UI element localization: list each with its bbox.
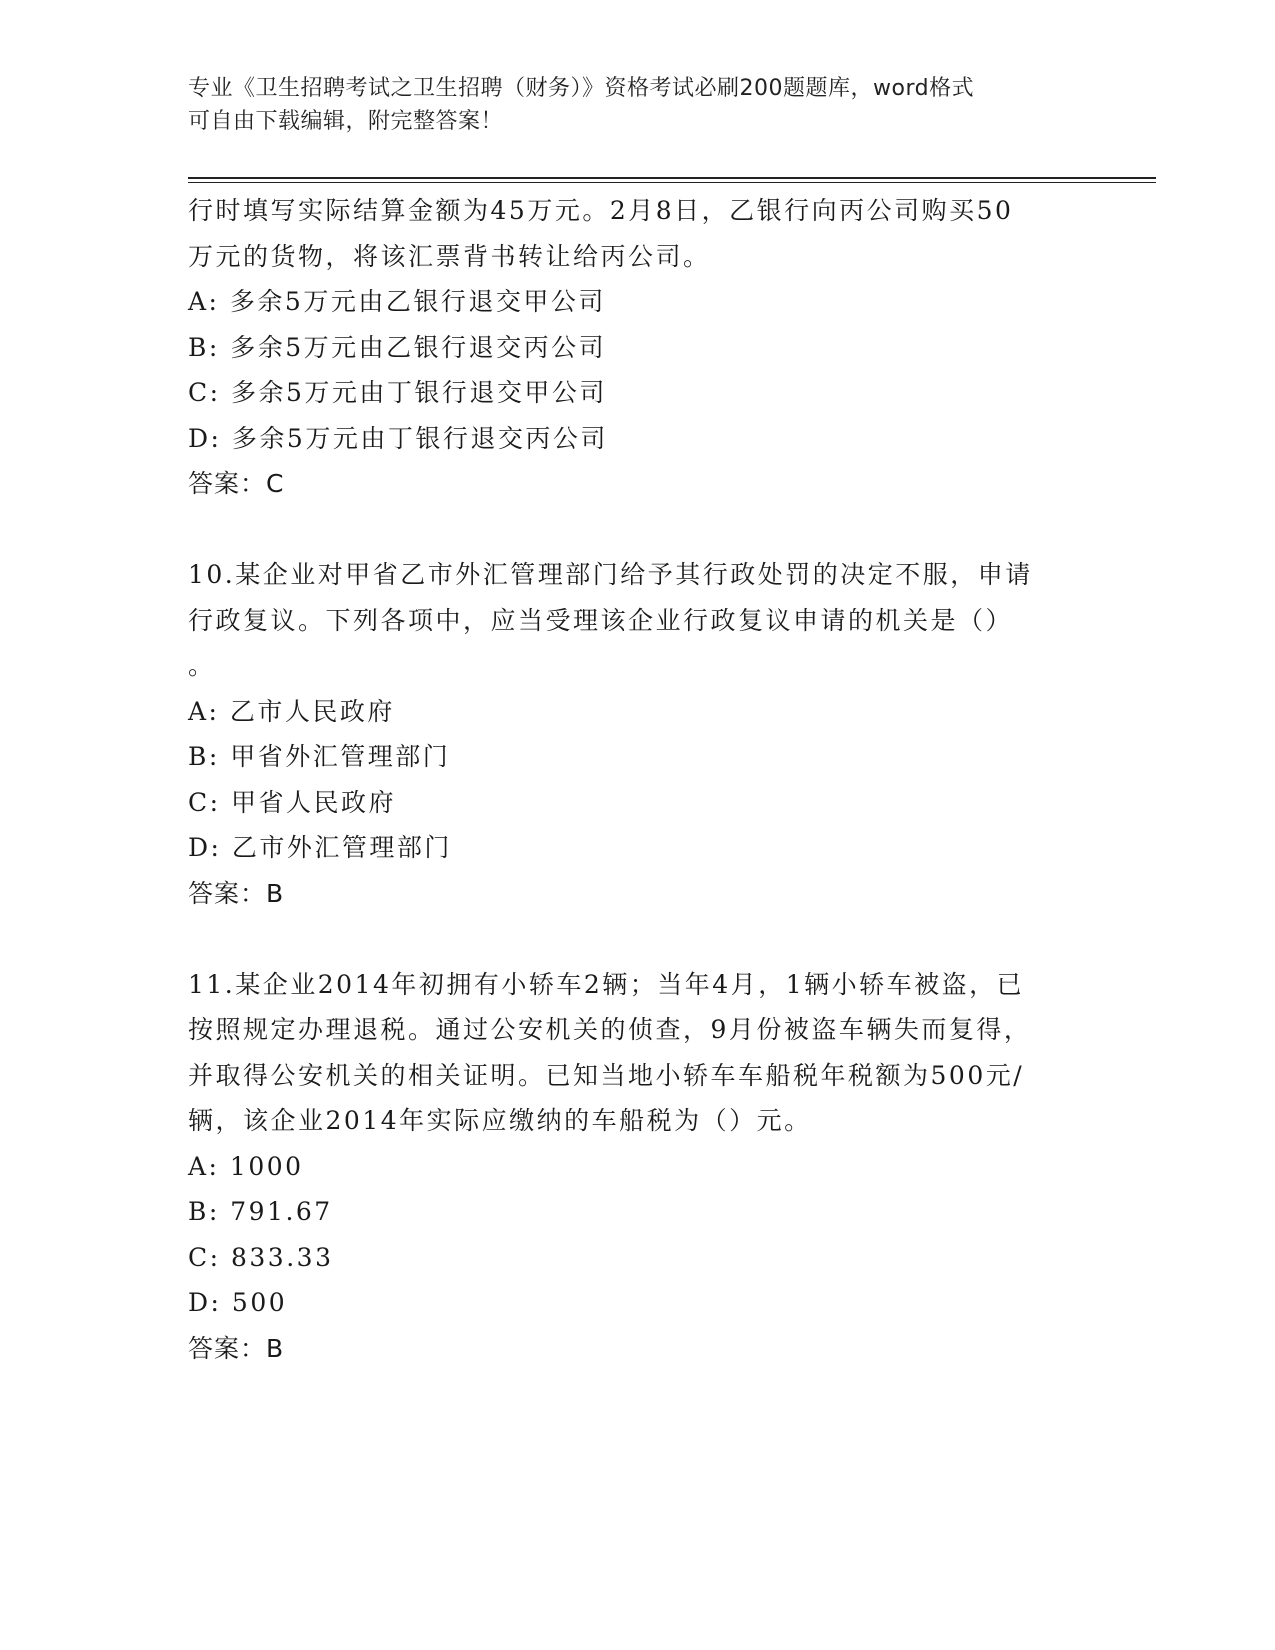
question-11-stem-line: 辆，该企业2014年实际应缴纳的车船税为（）元。: [188, 1106, 812, 1135]
question-10-stem-line: 。: [188, 651, 216, 680]
question-spacer: [188, 916, 1078, 962]
question-9-stem-line: 行时填写实际结算金额为45万元。2月8日，乙银行向丙公司购买50: [188, 196, 1014, 225]
question-11-option-d: D: 500: [188, 1288, 288, 1317]
question-11-option-a: A: 1000: [188, 1151, 304, 1181]
header-divider-thick: [188, 177, 1156, 179]
question-10-option-c: C: 甲省人民政府: [188, 787, 396, 817]
header-title-line-1: 专业《卫生招聘考试之卫生招聘（财务）》资格考试必刷200题题库，word格式: [188, 76, 975, 101]
question-11-option-c: C: 833.33: [188, 1242, 334, 1272]
document-header: [188, 72, 1088, 138]
question-11-block: [188, 962, 1078, 1372]
question-10-block: [188, 552, 1078, 916]
question-10-answer: 答案：B: [188, 878, 285, 908]
question-9-block: [188, 188, 1078, 507]
question-9-option-d: D: 多余5万元由丁银行退交丙公司: [188, 423, 608, 453]
question-spacer: [188, 507, 1078, 553]
header-title-line-2: 可自由下载编辑，附完整答案！: [188, 109, 504, 134]
question-10-option-a: A: 乙市人民政府: [188, 696, 395, 726]
question-10-option-d: D: 乙市外汇管理部门: [188, 833, 452, 862]
question-9-option-b: B: 多余5万元由乙银行退交丙公司: [188, 332, 607, 362]
question-10-option-b: B: 甲省外汇管理部门: [188, 742, 451, 771]
header-divider-thin: [188, 182, 1156, 183]
question-10-stem-line: 10.某企业对甲省乙市外汇管理部门给予其行政处罚的决定不服，申请: [188, 560, 1033, 589]
question-9-option-c: C: 多余5万元由丁银行退交甲公司: [188, 378, 607, 407]
question-11-answer: 答案：B: [188, 1333, 285, 1363]
question-11-stem-line: 按照规定办理退税。通过公安机关的侦查，9月份被盗车辆失而复得，: [188, 1015, 1032, 1044]
question-9-stem-line: 万元的货物，将该汇票背书转让给丙公司。: [188, 241, 711, 271]
question-9-answer: 答案：C: [188, 469, 285, 498]
question-9-option-a: A: 多余5万元由乙银行退交甲公司: [188, 287, 606, 316]
question-11-option-b: B: 791.67: [188, 1197, 333, 1226]
question-10-stem-line: 行政复议。下列各项中，应当受理该企业行政复议申请的机关是（）: [188, 605, 1014, 635]
question-11-stem-line: 11.某企业2014年初拥有小轿车2辆；当年4月，1辆小轿车被盗，已: [188, 969, 1025, 999]
question-content: [188, 188, 1078, 1371]
question-11-stem-line: 并取得公安机关的相关证明。已知当地小轿车车船税年税额为500元/: [188, 1060, 1025, 1090]
